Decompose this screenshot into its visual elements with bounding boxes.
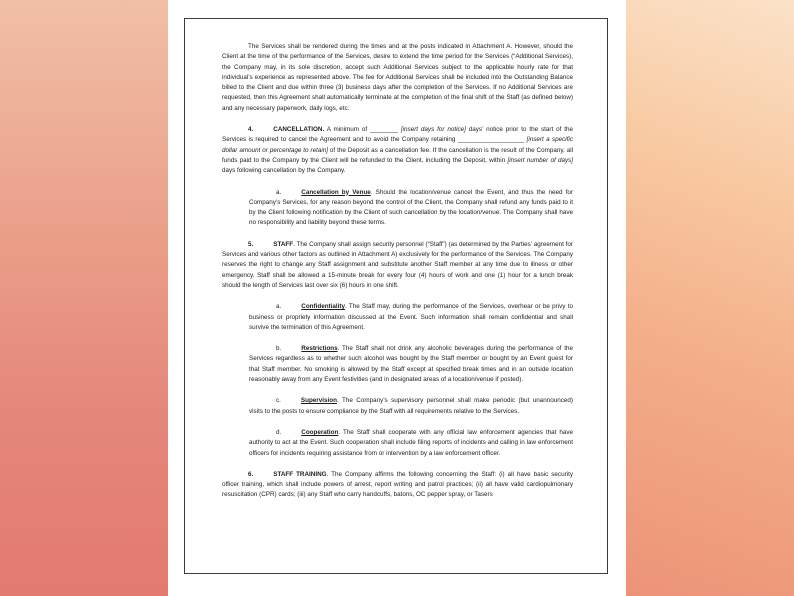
paragraph-services: The Services shall be rendered during the times and at the posts indicated in Attachment A. However, should the Client at the time of the performance of the Services, desire to extend the time period for the Services (“Additional Services), the Company may, in its sole discretion, accept such Additional Services subject to the applicable hourly rate for that individual’s experience as represented above. The fee for Additional Services shall be included into the Outstanding Balance billed to the Client and due within three (3) business days after the completion of the Services. If no Additional Services are requested, then this Agreement shall automatically terminate at the completion of the final shift of the Staff (as defined below) and any necessary paperwork, daily logs, etc. xyxy=(222,43,573,112)
section-5b-restrictions: b. Restrictions. The Staff shall not drink any alcoholic beverages during the performance of the Services regardless as to whether such alcohol was bought by the Staff member or bought by an Event guest for that Staff member. No smoking is allowed by the Staff except at specified break times and in an outside location reasonably away from any Event festivities (and in designated areas of a location/venue if posted). xyxy=(249,345,573,384)
subsection-letter: c. xyxy=(276,397,281,405)
section-number: 5. xyxy=(248,240,254,248)
section-5-staff: 5. STAFF. The Company shall assign security personnel (“Staff”) (as determined by the Parties’ agreement for Services and various other factors as outlined in Attachment A) exclusively for the performance of the Services. The Company reserves the right to change any Staff assignment and substitute another Staff member at any time due to illness or other emergency. Staff shall be allowed a 15-minute break for every four (4) hours of work and one (1) hour for a lunch break should the length of Services last over six (6) hours in one shift. xyxy=(222,240,573,289)
subsection-title: Cancellation by Venue xyxy=(301,188,371,196)
background-left xyxy=(0,0,168,596)
section-5d-cooperation: d. Cooperation. The Staff shall cooperate with any official law enforcement agencies that have authority to act at the Event. Such cooperation shall include filing reports of incidents and calling in law enforcement officers for incidents requiring assistance from or intervention by a law enforcement officer. xyxy=(249,428,573,457)
section-4-cancellation: 4. CANCELLATION. A minimum of ________ [insert days for notice] days’ notice prior to the start of the Services is required to cancel the Agreement and to avoid the Company retaining ___________________ [insert a specific dollar amount or percentage to retain] of the Deposit as a cancellation fee. If the cancellation is the result of the Company, all funds paid to the Company by the Client will be refunded to the Client, including the Deposit, within [insert number of days] days following cancellation by the Company. xyxy=(222,126,574,175)
section-title: STAFF TRAINING xyxy=(273,470,327,478)
section-title: CANCELLATION. xyxy=(273,126,325,134)
subsection-title: Supervision xyxy=(300,397,337,405)
subsection-letter: d. xyxy=(276,428,282,436)
document-body xyxy=(222,42,573,501)
section-number: 4. xyxy=(248,126,254,134)
background-right xyxy=(626,0,794,596)
subsection-letter: b. xyxy=(276,345,282,353)
section-5c-supervision: c. Supervision. The Company’s supervisory personnel shall make periodic (but unannounced) visits to the posts to ensure compliance by the Staff with all requirements relative to the Services. xyxy=(249,397,573,415)
section-title: STAFF xyxy=(273,240,294,248)
section-5a-confidentiality: a. Confidentiality. The Staff may, during the performance of the Services, overhear or be privy to business or propriety information discussed at the Event. Such information shall remain confidential and shall survive the termination of this Agreement. xyxy=(249,303,573,331)
subsection-letter: a. xyxy=(276,303,282,311)
subsection-title: Restrictions xyxy=(301,345,338,353)
document-page xyxy=(168,0,626,596)
subsection-letter: a. xyxy=(276,188,282,196)
subsection-title: Cooperation xyxy=(301,428,339,436)
section-number: 6. xyxy=(248,470,254,478)
section-6-staff-training: 6. STAFF TRAINING. The Company affirms the following concerning the Staff: (i) all have basic security officer training, which shall include powers of arrest, report writing and patrol practices; (ii) all have valid cardiopulmonary resuscitation (CPR) cards; (iii) any Staff who carry handcuffs, batons, OC pepper spray, or Tasers xyxy=(222,470,573,499)
subsection-title: Confidentiality xyxy=(301,303,345,311)
section-4a-cancellation-by-venue: a. Cancellation by Venue. Should the location/venue cancel the Event, and thus the need for Company’s Services, for any reason beyond the control of the Client, the Company shall refund any funds paid to it by the Client following notification by the Client of such cancellation by the location/venue. The Company shall have no responsibility and liability beyond these terms. xyxy=(249,188,573,227)
